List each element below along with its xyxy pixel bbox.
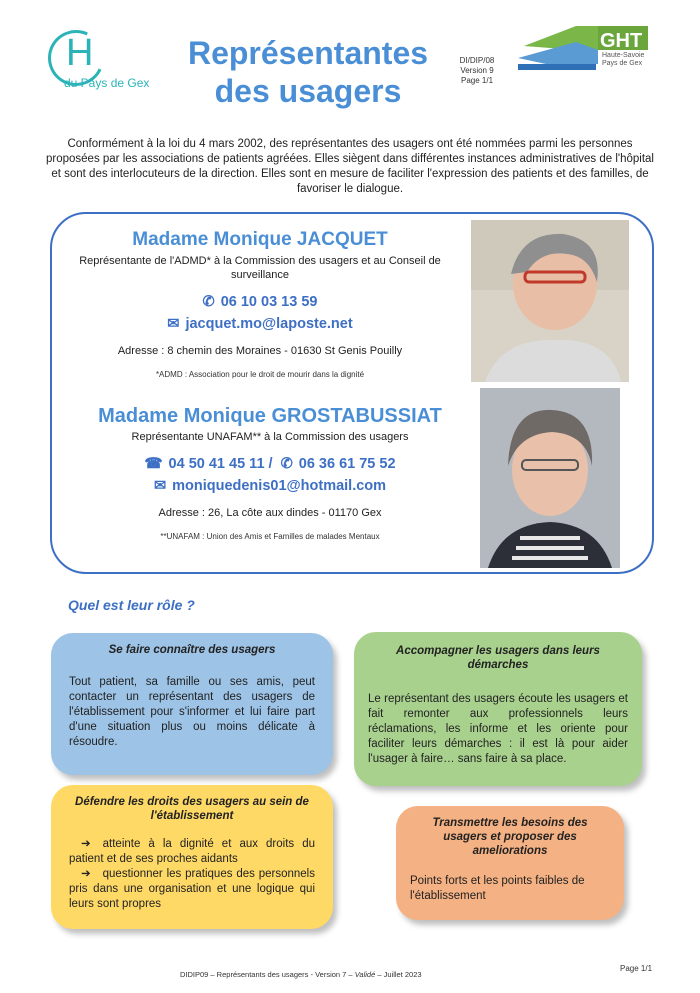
card-know-users-title: Se faire connaître des usagers — [108, 644, 276, 656]
rep1-email-row[interactable] — [70, 314, 450, 334]
logo-letter: H — [66, 32, 94, 74]
card-transmit-needs-text: Points forts et les points faibles de l'établissement — [410, 875, 585, 902]
rep2-portrait-shape — [480, 388, 620, 568]
ght-subtitle-line-2: Pays de Gex — [602, 60, 643, 67]
hospital-logo — [44, 28, 164, 98]
rep1-name: Madame Monique JACQUET — [132, 229, 388, 250]
docref-code: DI/DIP/08 — [459, 56, 495, 65]
card-transmit-needs-title: Transmettre les besoins des usagers et proposer des ameliorations — [432, 817, 588, 857]
card-defend-item-1-text: atteinte à la dignité et aux droits du patient et de ses proches aidants — [69, 838, 315, 865]
title-line-2: des usagers — [214, 73, 402, 109]
mail-icon: ✉ — [153, 478, 167, 494]
page-number: Page 1/1 — [620, 964, 653, 973]
rep1-address: Adresse : 8 chemin des Moraines - 01630 St Genis Pouilly — [117, 345, 403, 357]
intro-paragraph: Conformément à la loi du 4 mars 2002, des représentantes des usagers ont été nommées parmi les personnes proposées par les associations de patients agréées. Elles siègent dans différentes instances administratives de l'hôpital et sont des interlocuteurs de la direction. Elles sont en mesure de faciliter l'expression des patients et des familles, de favoriser le dialogue. — [45, 138, 654, 195]
ght-subtitle-line-1: Haute-Savoie — [602, 52, 645, 59]
rep1-role: Représentante de l'ADMD* à la Commission des usagers et au Conseil de surveillance — [79, 255, 441, 281]
rep1-footnote: *ADMD : Association pour le droit de mourir dans la dignité — [155, 370, 365, 379]
representative-card-2 — [70, 404, 470, 541]
rep1-phone-row[interactable] — [70, 292, 450, 312]
rep2-address: Adresse : 26, La côte aux dindes - 01170 Gex — [158, 507, 382, 519]
ght-logo — [516, 24, 656, 86]
title-line-1: Représentantes — [187, 35, 429, 71]
rep2-footnote: **UNAFAM : Union des Amis et Familles de malades Mentaux — [160, 532, 380, 541]
mail-icon: ✉ — [167, 316, 180, 332]
role-section-title: Quel est leur rôle ? — [68, 597, 195, 613]
telephone-icon: ☎ — [144, 456, 163, 472]
phone-icon: ✆ — [202, 294, 215, 310]
card-defend-item-1 — [69, 837, 315, 867]
docref-page: Page 1/1 — [460, 76, 494, 85]
card-transmit-needs — [396, 806, 624, 920]
docref-version: Version 9 — [460, 66, 494, 75]
page-title — [178, 34, 438, 110]
footer-text-status: Validé — [354, 970, 376, 979]
rep2-name: Madame Monique GROSTABUSSIAT — [98, 405, 442, 427]
rep1-photo — [471, 220, 629, 382]
representative-card-1 — [70, 228, 450, 379]
footer-text-date: – Juillet 2023 — [375, 970, 422, 979]
card-know-users-text: Tout patient, sa famille ou ses amis, peut contacter un représentant des usagers de l'établissement pour s'informer et lui faire part d'une situation plus ou moins délicate à résoudre. — [69, 676, 315, 748]
rep2-email-row[interactable] — [70, 476, 470, 496]
rep2-phone-2: 06 36 61 75 52 — [298, 456, 396, 472]
rep2-role: Représentante UNAFAM** à la Commission des usagers — [131, 431, 409, 443]
card-know-users — [51, 633, 333, 775]
card-accompany — [354, 632, 642, 786]
rep2-phone-1: 04 50 41 45 11 / — [168, 456, 273, 472]
rep2-email: moniquedenis01@hotmail.com — [172, 478, 387, 494]
card-defend-item-2-text: questionner les pratiques des personnels pris dans une organisation et une logique qui leurs sont propres — [69, 868, 315, 910]
rep2-phone-row[interactable] — [70, 454, 470, 474]
logo-subtitle: du Pays de Gex — [64, 76, 150, 90]
card-accompany-title: Accompagner les usagers dans leurs démarches — [396, 645, 600, 671]
rep1-email: jacquet.mo@laposte.net — [185, 316, 353, 332]
ght-logo-subtitle — [602, 52, 644, 68]
card-accompany-text: Le représentant des usagers écoute les usagers et fait remonter aux professionnels leurs réclamations, les informe et les oriente pour faciliter leurs démarches : il est là pour aider l'usager à faire… sans faire à sa place. — [368, 693, 628, 765]
rep1-phone: 06 10 03 13 59 — [220, 294, 318, 310]
rep2-photo — [480, 388, 620, 568]
document-reference — [449, 56, 505, 86]
ght-logo-text: GHT — [600, 30, 643, 52]
footer-text — [180, 970, 422, 979]
card-defend-rights-title: Défendre les droits des usagers au sein de l'établissement — [75, 796, 309, 822]
arrow-right-icon: ➔ — [81, 838, 91, 850]
arrow-right-icon: ➔ — [81, 868, 91, 880]
footer-text-main: DIDIP09 – Représentants des usagers - Version 7 – — [180, 970, 355, 979]
card-defend-rights — [51, 785, 333, 929]
phone-icon: ✆ — [280, 456, 293, 472]
rep1-portrait-shape — [471, 220, 629, 382]
card-defend-item-2 — [69, 867, 315, 912]
